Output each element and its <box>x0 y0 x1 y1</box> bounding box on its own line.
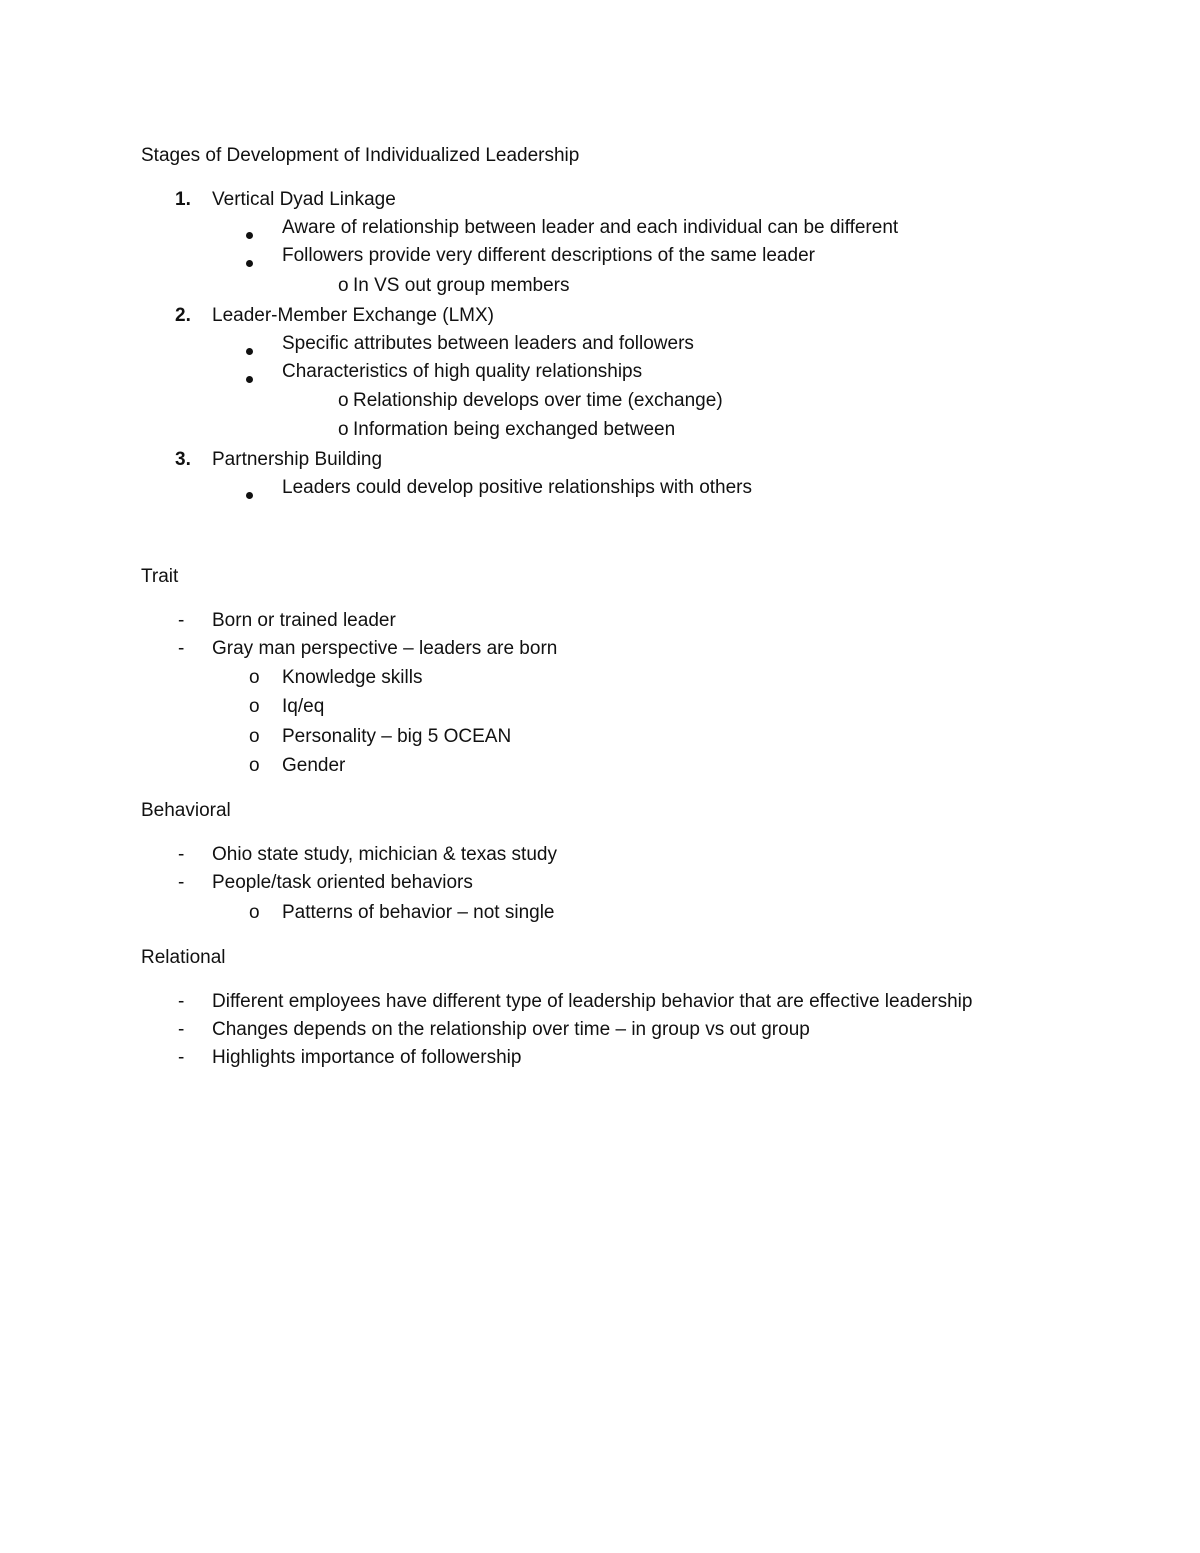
dash-marker: - <box>178 638 185 659</box>
list-item: People/task oriented behaviors <box>212 872 473 893</box>
list-item: Patterns of behavior – not single <box>282 902 555 923</box>
list-item: Information being exchanged between <box>353 419 676 440</box>
list-item: Followers provide very different descriptions of the same leader <box>282 245 815 266</box>
stage-label: Leader-Member Exchange (LMX) <box>212 305 494 326</box>
list-item: Gender <box>282 755 346 776</box>
bullet-dot-icon <box>246 252 253 271</box>
list-item: Aware of relationship between leader and each individual can be different <box>282 217 899 238</box>
list-item: Leaders could develop positive relationships with others <box>282 477 752 498</box>
list-item: Personality – big 5 OCEAN <box>282 726 512 747</box>
list-number: 2. <box>175 305 191 326</box>
list-item: Specific attributes between leaders and followers <box>282 333 694 354</box>
sub-bullet-marker: o <box>338 390 349 411</box>
list-item: Relationship develops over time (exchange) <box>353 390 723 411</box>
list-item: Iq/eq <box>282 696 325 717</box>
list-number: 1. <box>175 189 191 210</box>
sub-bullet-marker: o <box>249 696 260 717</box>
section-heading: Trait <box>141 566 179 587</box>
dash-marker: - <box>178 872 185 893</box>
list-item: Highlights importance of followership <box>212 1047 522 1068</box>
list-number: 3. <box>175 449 191 470</box>
dash-marker: - <box>178 1047 185 1068</box>
dash-marker: - <box>178 1019 185 1040</box>
page-title: Stages of Development of Individualized Leadership <box>141 145 580 166</box>
list-item: Knowledge skills <box>282 667 423 688</box>
list-item: Born or trained leader <box>212 610 396 631</box>
list-item: Gray man perspective – leaders are born <box>212 638 558 659</box>
section-heading: Behavioral <box>141 800 231 821</box>
sub-bullet-marker: o <box>338 275 349 296</box>
dash-marker: - <box>178 610 185 631</box>
dash-marker: - <box>178 844 185 865</box>
bullet-dot-icon <box>246 340 253 359</box>
stage-label: Partnership Building <box>212 449 383 470</box>
sub-bullet-marker: o <box>249 667 260 688</box>
list-item: Ohio state study, michician & texas study <box>212 844 557 865</box>
bullet-dot-icon <box>246 224 253 243</box>
list-item: Changes depends on the relationship over time – in group vs out group <box>212 1019 810 1040</box>
list-item: Characteristics of high quality relationships <box>282 361 643 382</box>
list-item: Different employees have different type of leadership behavior that are effective leadership <box>212 991 973 1012</box>
stage-label: Vertical Dyad Linkage <box>212 189 396 210</box>
sub-bullet-marker: o <box>249 902 260 923</box>
sub-bullet-marker: o <box>249 755 260 776</box>
sub-bullet-marker: o <box>338 419 349 440</box>
list-item: In VS out group members <box>353 275 570 296</box>
bullet-dot-icon <box>246 484 253 503</box>
dash-marker: - <box>178 991 185 1012</box>
bullet-dot-icon <box>246 368 253 387</box>
sub-bullet-marker: o <box>249 726 260 747</box>
section-heading: Relational <box>141 947 226 968</box>
